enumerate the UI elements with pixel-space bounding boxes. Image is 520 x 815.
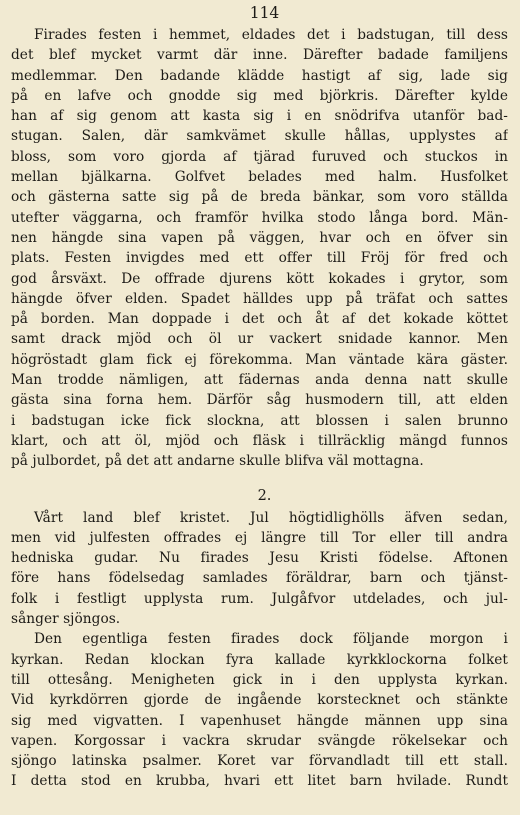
text-line: I detta stod en krubba, hvari ett litet barn hvilade. Rundt — [11, 773, 508, 790]
text-line: Firades festen i hemmet, eldades det i badstugan, till dess — [34, 27, 508, 43]
text-line: sig med vigvatten. I vapenhuset hängde männen upp sina — [11, 712, 508, 729]
text-line: i badstugan icke fick slockna, att blossen i salen brunno — [11, 412, 508, 429]
text-line: han af sig genom att kasta sig i en snödrifva utanför bad- — [11, 108, 508, 125]
text-line: före hans födelsedag samlades föräldrar, barn och tjänst- — [11, 570, 508, 587]
text-line: hängde öfver elden. Spadet hälldes upp på träfat och sattes — [11, 290, 508, 307]
text-line: högröstadt glam fick ej förekomma. Man väntade kära gäster. — [11, 351, 508, 368]
text-line: stugan. Salen, där samkvämet skulle hållas, upplystes af — [11, 128, 508, 145]
section-one-text — [11, 25, 508, 472]
text-line: nen hängde sina vapen på väggen, hvar och en öfver sin — [11, 229, 508, 246]
text-line: kyrkan. Redan klockan fyra kallade kyrkklockorna folket — [11, 651, 508, 668]
text-line: Vårt land blef kristet. Jul högtidlighölls äfven sedan, — [34, 509, 508, 526]
text-line: gästa sina forna hem. Därför såg husmodern till, att elden — [11, 392, 508, 409]
text-line: men vid julfesten offrades ej längre till Tor eller till andra — [11, 529, 508, 546]
text-line: samt drack mjöd och öl ur vackert snidade kannor. Men — [11, 331, 508, 348]
text-line: det blef mycket varmt där inne. Därefter badade familjens — [11, 47, 508, 64]
page-number: 114 — [249, 4, 280, 22]
text-line: på en lafve och gnodde sig med björkris. Därefter kylde — [11, 87, 508, 104]
text-line: utefter väggarna, och framför hvilka stodo långa bord. Män- — [11, 209, 508, 226]
text-line: Den egentliga festen firades dock följande morgon i — [34, 631, 508, 648]
section-number: 2. — [257, 487, 272, 504]
text-line: medlemmar. Den badande klädde hastigt af sig, lade sig — [11, 67, 508, 84]
text-line: mellan bjälkarna. Golfvet belades med halm. Husfolket — [11, 169, 508, 186]
text-line: på julbordet, på det att andarne skulle blifva väl mottagna. — [11, 453, 424, 470]
text-line: plats. Festen invigdes med ett offer till Fröj för fred och — [11, 250, 508, 267]
text-line: Man trodde nämligen, att fädernas anda denna natt skulle — [11, 372, 508, 389]
section-two-text — [11, 508, 508, 792]
text-line: bloss, som voro gjorda af tjärad furuved och stuckos in — [11, 148, 508, 165]
text-line: på borden. Man doppade i det och åt af det kokade köttet — [11, 311, 508, 328]
text-line: hedniska gudar. Nu firades Jesu Kristi födelse. Aftonen — [11, 550, 508, 567]
text-line: Vid kyrkdörren gjorde de ingående korstecknet och stänkte — [11, 692, 508, 709]
text-line: klart, och att öl, mjöd och fläsk i tillräcklig mängd funnos — [11, 432, 508, 449]
text-line: folk i festligt upplysta rum. Julgåfvor utdelades, och jul- — [11, 590, 508, 607]
text-line: sånger sjöngos. — [11, 611, 121, 628]
text-line: till ottesång. Menigheten gick in i den upplysta kyrkan. — [11, 671, 508, 688]
text-line: sjöngo latinska psalmer. Koret var förvandladt till ett stall. — [11, 753, 508, 770]
text-line: och gästerna satte sig på de breda bänkar, som voro ställda — [11, 189, 508, 206]
text-line: vapen. Korgossar i vackra skrudar svängde rökelsekar och — [11, 732, 508, 749]
text-line: god årsväxt. De offrade djurens kött kokades i grytor, som — [11, 270, 508, 287]
